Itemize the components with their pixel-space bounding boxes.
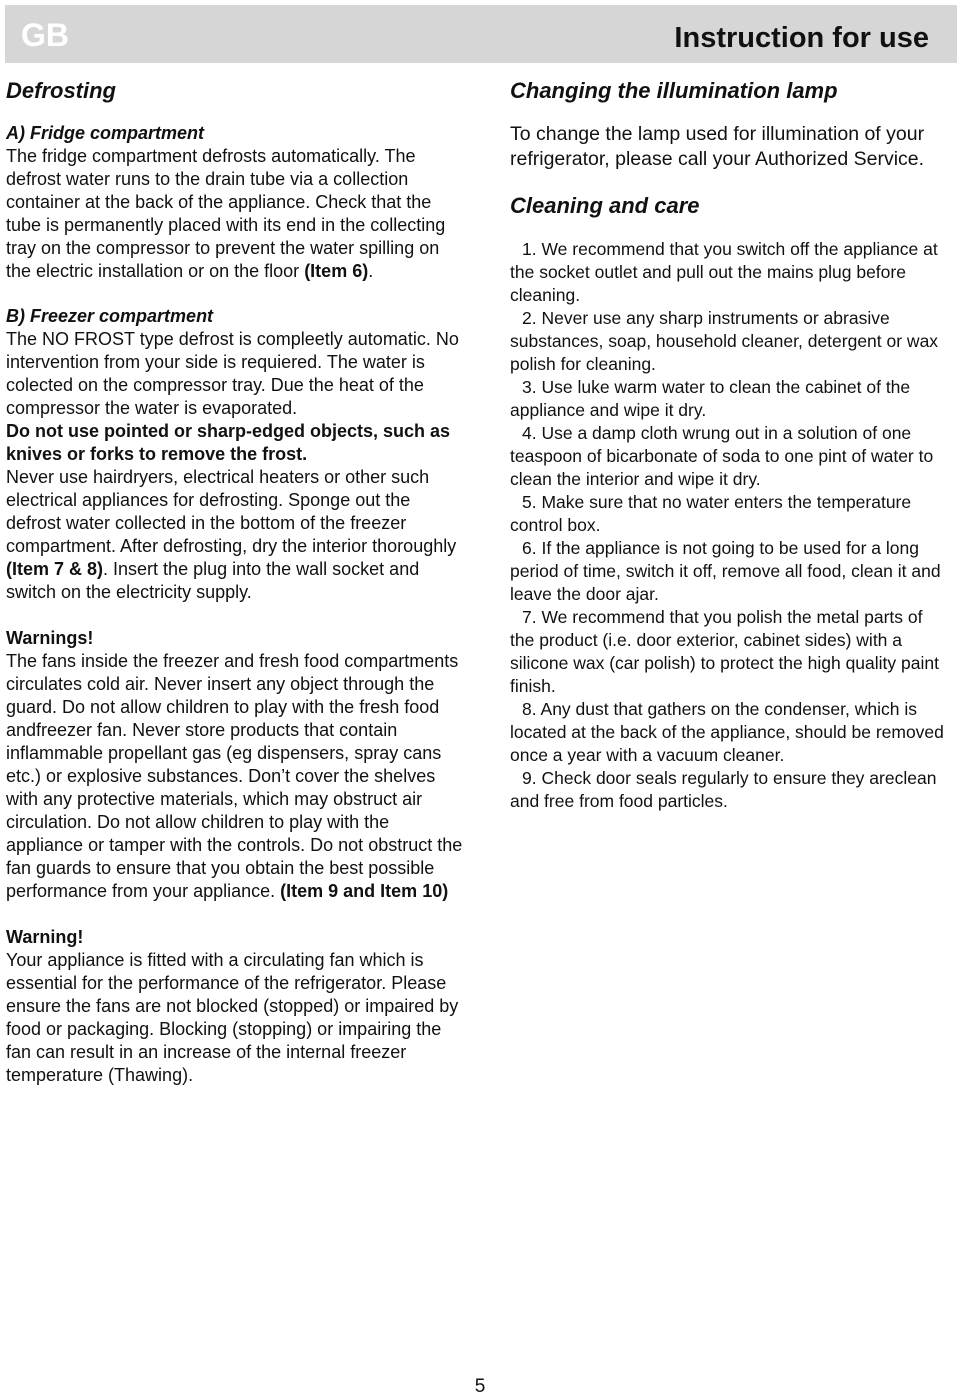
cleaning-item-text: If the appliance is not going to be used for a long period of time, switch it off, remove all food, clean it and leave the door ajar. <box>510 538 941 604</box>
fridge-compartment-text <box>6 145 466 283</box>
cleaning-list-item <box>510 698 950 767</box>
page-number: 5 <box>474 1376 486 1397</box>
cleaning-item-number: 3. <box>522 377 537 397</box>
cleaning-item-text: Check door seals regularly to ensure they areclean and free from food particles. <box>510 768 937 811</box>
cleaning-list-item <box>510 767 950 813</box>
cleaning-item-number: 9. <box>522 768 537 788</box>
warnings-heading: Warnings! <box>6 628 94 648</box>
cleaning-list-item <box>510 491 950 537</box>
right-column <box>510 77 950 813</box>
warnings-item-ref: (Item 9 and Item 10) <box>280 881 449 901</box>
defrosting-heading: Defrosting <box>6 78 116 103</box>
fridge-text: The fridge compartment defrosts automatically. The defrost water runs to the drain tube via a collection container at the back of the appliance. Check that the tube is permanently placed with its end in the collecting tray on the compressor to prevent the water spilling on the electric installation or on the floor <box>6 146 446 281</box>
cleaning-list-item <box>510 307 950 376</box>
cleaning-list-item <box>510 422 950 491</box>
cleaning-item-number: 1. <box>522 239 537 259</box>
fridge-text-end: . <box>368 261 374 281</box>
cleaning-item-number: 2. <box>522 308 537 328</box>
cleaning-heading: Cleaning and care <box>510 193 700 218</box>
warnings-text <box>6 650 466 903</box>
language-code: GB <box>21 17 69 53</box>
freezer-defrost-instructions <box>6 466 466 604</box>
freezer-item-ref: (Item 7 & 8) <box>6 559 104 579</box>
cleaning-item-number: 4. <box>522 423 537 443</box>
cleaning-list-item <box>510 376 950 422</box>
warnings-body: The fans inside the freezer and fresh food compartments circulates cold air. Never insert any object through the guard. Do not allow children to play with the fresh food andfreezer fan. Never store products that contain inflammable propellant gas (eg dispensers, spray cans etc.) or explosive substances. Don’t cover the shelves with any protective materials, which may obstruct air circulation. Do not allow children to play with the appliance or tamper with the controls. Do not obstruct the fan guards to ensure that you obtain the best possible performance from your appliance. <box>6 651 463 901</box>
cleaning-item-text: Use luke warm water to clean the cabinet of the appliance and wipe it dry. <box>510 377 911 420</box>
fridge-item-ref: (Item 6) <box>304 261 369 281</box>
cleaning-item-text: Never use any sharp instruments or abrasive substances, soap, household cleaner, detergent or wax polish for cleaning. <box>510 308 939 374</box>
header-title: Instruction for use <box>674 22 929 54</box>
cleaning-item-number: 5. <box>522 492 537 512</box>
page-header <box>5 5 957 63</box>
freezer-text-3: . Insert the plug into the wall socket and switch on the electricity supply. <box>6 559 420 602</box>
cleaning-item-text: Any dust that gathers on the condenser, which is located at the back of the appliance, should be removed once a year with a vacuum cleaner. <box>510 699 944 765</box>
cleaning-item-text: Make sure that no water enters the temperature control box. <box>510 492 912 535</box>
cleaning-item-text: We recommend that you switch off the appliance at the socket outlet and pull out the mains plug before cleaning. <box>510 239 938 305</box>
warning-heading: Warning! <box>6 927 84 947</box>
cleaning-list <box>510 238 950 813</box>
cleaning-list-item <box>510 238 950 307</box>
lamp-heading: Changing the illumination lamp <box>510 78 838 103</box>
warning-text: Your appliance is fitted with a circulating fan which is essential for the performance of the refrigerator. Please ensure the fans are not blocked (stopped) or impaired by food or packaging. Blocking (stopping) or impairing the fan can result in an increase of the internal freezer temperature (Thawing). <box>6 950 459 1085</box>
cleaning-list-item <box>510 606 950 698</box>
freezer-compartment-text: The NO FROST type defrost is compleetly automatic. No intervention from your side is requiered. The water is colected on the compressor tray. Due the heat of the compressor the water is evaporated. <box>6 329 459 418</box>
freezer-text-2: Never use hairdryers, electrical heaters or other such electrical appliances for defrosting. Sponge out the defrost water collected in the bottom of the freezer compartment. After defrosting, dry the interior thoroughly <box>6 467 457 556</box>
freezer-compartment-heading: B) Freezer compartment <box>6 306 214 326</box>
cleaning-item-number: 7. <box>522 607 537 627</box>
fridge-compartment-heading: A) Fridge compartment <box>6 123 205 143</box>
freezer-warning-bold: Do not use pointed or sharp-edged objects, such as knives or forks to remove the frost. <box>6 421 451 464</box>
lamp-text: To change the lamp used for illumination of your refrigerator, please call your Authorized Service. <box>510 123 925 170</box>
cleaning-item-number: 8. <box>522 699 537 719</box>
cleaning-list-item <box>510 537 950 606</box>
left-column <box>6 77 466 1087</box>
cleaning-item-text: We recommend that you polish the metal parts of the product (i.e. door exterior, cabinet sides) with a silicone wax (car polish) to protect the high quality paint finish. <box>510 607 939 696</box>
cleaning-item-text: Use a damp cloth wrung out in a solution of one teaspoon of bicarbonate of soda to one pint of water to clean the interior and wipe it dry. <box>510 423 934 489</box>
cleaning-item-number: 6. <box>522 538 537 558</box>
